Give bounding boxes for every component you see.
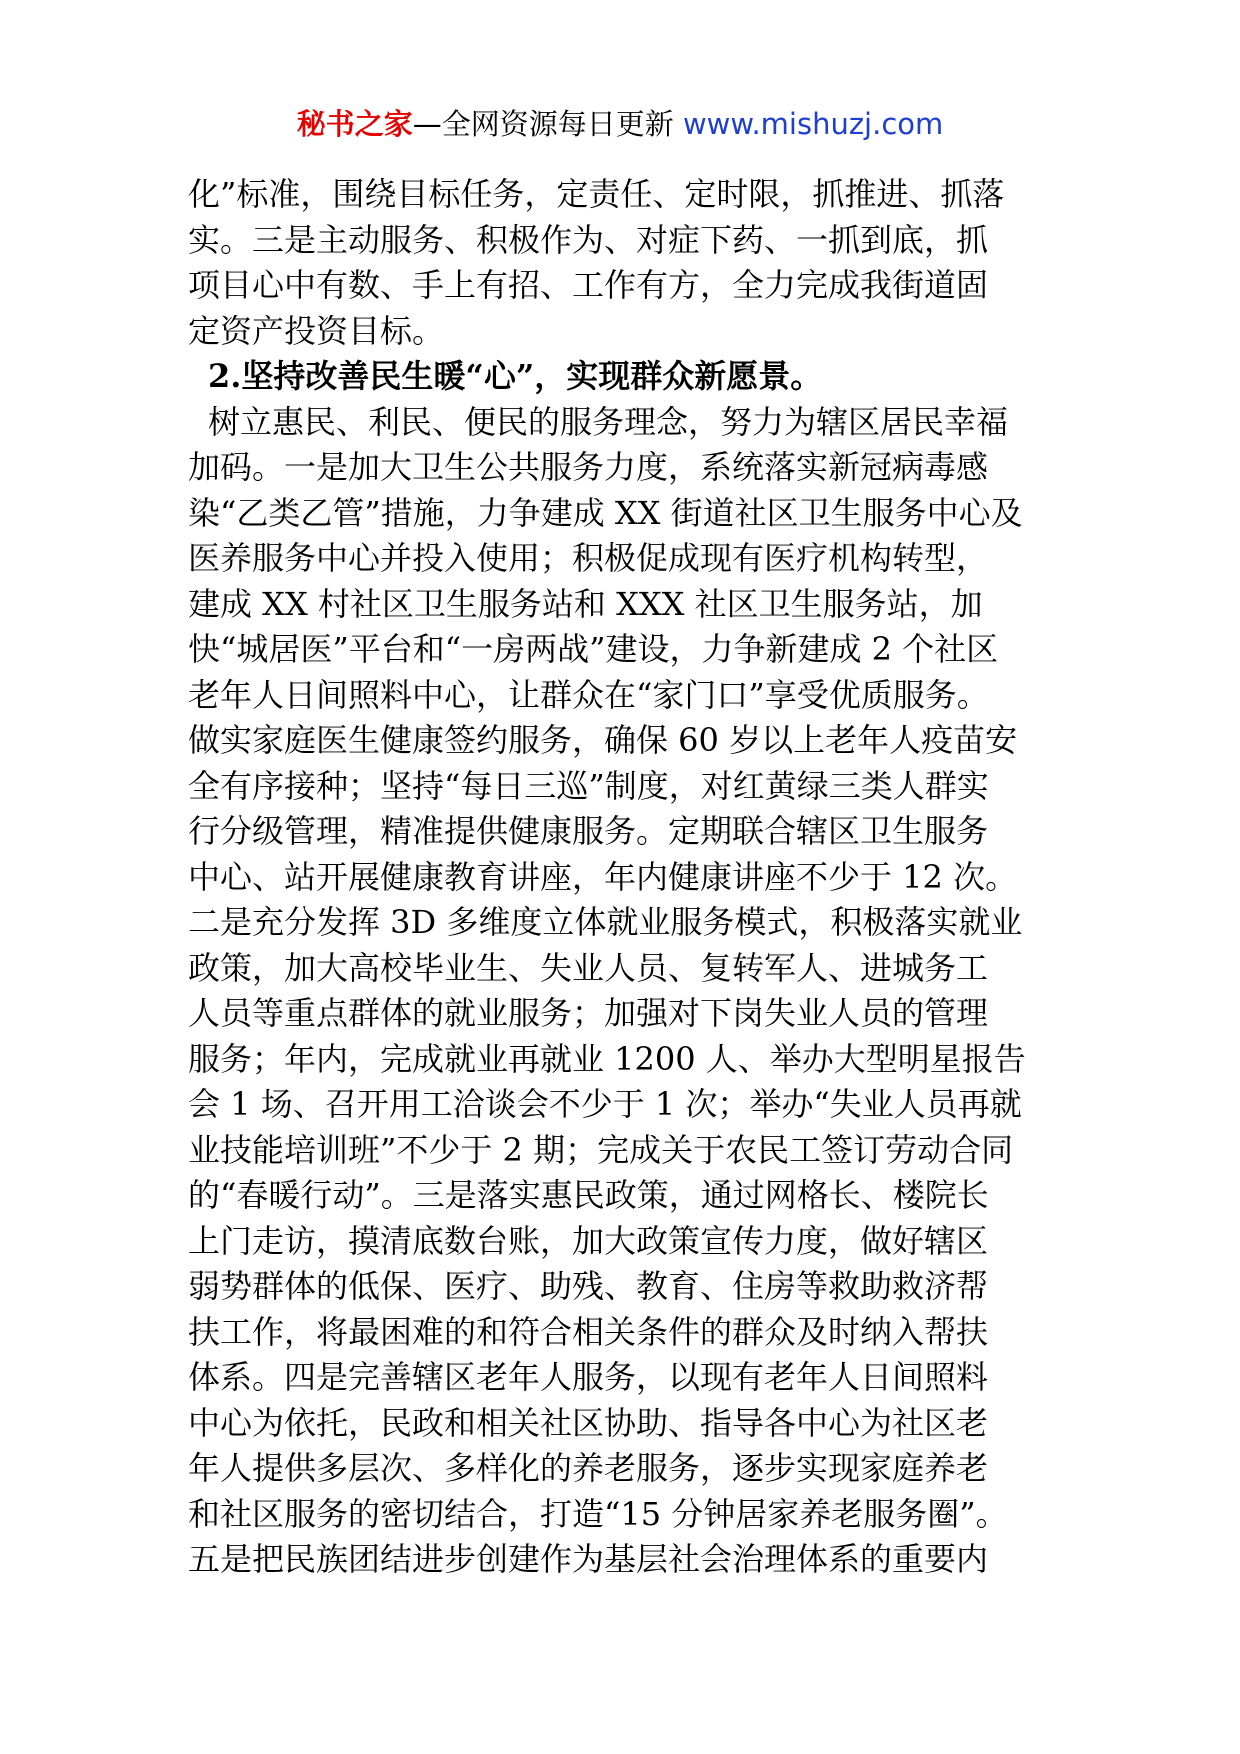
page-header xyxy=(0,104,1240,144)
text-line: 做实家庭医生健康签约服务，确保 60 岁以上老年人疫苗安 xyxy=(188,721,1018,759)
text-line: 年人提供多层次、多样化的养老服务，逐步实现家庭养老 xyxy=(188,1449,989,1487)
text-line: 化”标准，围绕目标任务，定责任、定时限，抓推进、抓落 xyxy=(188,175,1005,213)
text-line: 的“春暖行动”。三是落实惠民政策，通过网格长、楼院长 xyxy=(188,1176,989,1214)
text-line: 加码。一是加大卫生公共服务力度，系统落实新冠病毒感 xyxy=(188,448,989,486)
text-line: 二是充分发挥 3D 多维度立体就业服务模式，积极落实就业 xyxy=(188,903,1023,941)
site-url-link[interactable]: www.mishuzj.com xyxy=(682,107,944,141)
text-line: 染“乙类乙管”措施，力争建成 XX 街道社区卫生服务中心及 xyxy=(188,493,1023,532)
text-line: 体系。四是完善辖区老年人服务，以现有老年人日间照料 xyxy=(188,1358,989,1396)
text-line: 和社区服务的密切结合，打造“15 分钟居家养老服务圈”。 xyxy=(188,1494,1008,1533)
text-line: 建成 XX 村社区卫生服务站和 XXX 社区卫生服务站，加 xyxy=(188,584,983,623)
text-line: 业技能培训班”不少于 2 期；完成关于农民工签订劳动合同 xyxy=(188,1130,1014,1169)
text-line: 项目心中有数、手上有招、工作有方，全力完成我街道固 xyxy=(188,266,989,304)
text-line: 老年人日间照料中心，让群众在“家门口”享受优质服务。 xyxy=(188,675,989,714)
section-heading: 2.坚持改善民生暖“心”，实现群众新愿景。 xyxy=(208,357,823,395)
text-line: 服务；年内，完成就业再就业 1200 人、举办大型明星报告 xyxy=(188,1039,1026,1078)
text-line: 全有序接种；坚持“每日三巡”制度，对红黄绿三类人群实 xyxy=(188,766,989,805)
text-line: 实。三是主动服务、积极作为、对症下药、一抓到底，抓 xyxy=(188,220,989,259)
text-line: 五是把民族团结进步创建作为基层社会治理体系的重要内 xyxy=(188,1540,989,1578)
text-line: 中心、站开展健康教育讲座，年内健康讲座不少于 12 次。 xyxy=(188,857,1018,896)
paragraph-first-line: 树立惠民、利民、便民的服务理念，努力为辖区居民幸福 xyxy=(208,402,1009,441)
site-tagline: —全网资源每日更新 xyxy=(412,107,683,141)
text-line: 定资产投资目标。 xyxy=(188,311,445,350)
text-line: 快“城居医”平台和“一房两战”建设，力争新建成 2 个社区 xyxy=(188,630,999,668)
text-line: 医养服务中心并投入使用；积极促成现有医疗机构转型， xyxy=(188,539,989,577)
text-line: 中心为依托，民政和相关社区协助、指导各中心为社区老 xyxy=(188,1403,989,1442)
text-line: 扶工作，将最困难的和符合相关条件的群众及时纳入帮扶 xyxy=(188,1312,989,1351)
text-line: 会 1 场、召开用工洽谈会不少于 1 次；举办“失业人员再就 xyxy=(188,1085,1022,1123)
document-body xyxy=(188,172,1052,1583)
site-brand: 秘书之家 xyxy=(296,107,413,141)
text-line: 行分级管理，精准提供健康服务。定期联合辖区卫生服务 xyxy=(188,812,989,850)
text-line: 人员等重点群体的就业服务；加强对下岗失业人员的管理 xyxy=(188,994,989,1032)
text-line: 政策，加大高校毕业生、失业人员、复转军人、进城务工 xyxy=(188,948,989,987)
text-line: 上门走访，摸清底数台账，加大政策宣传力度，做好辖区 xyxy=(188,1221,989,1260)
text-line: 弱势群体的低保、医疗、助残、教育、住房等救助救济帮 xyxy=(188,1267,989,1305)
